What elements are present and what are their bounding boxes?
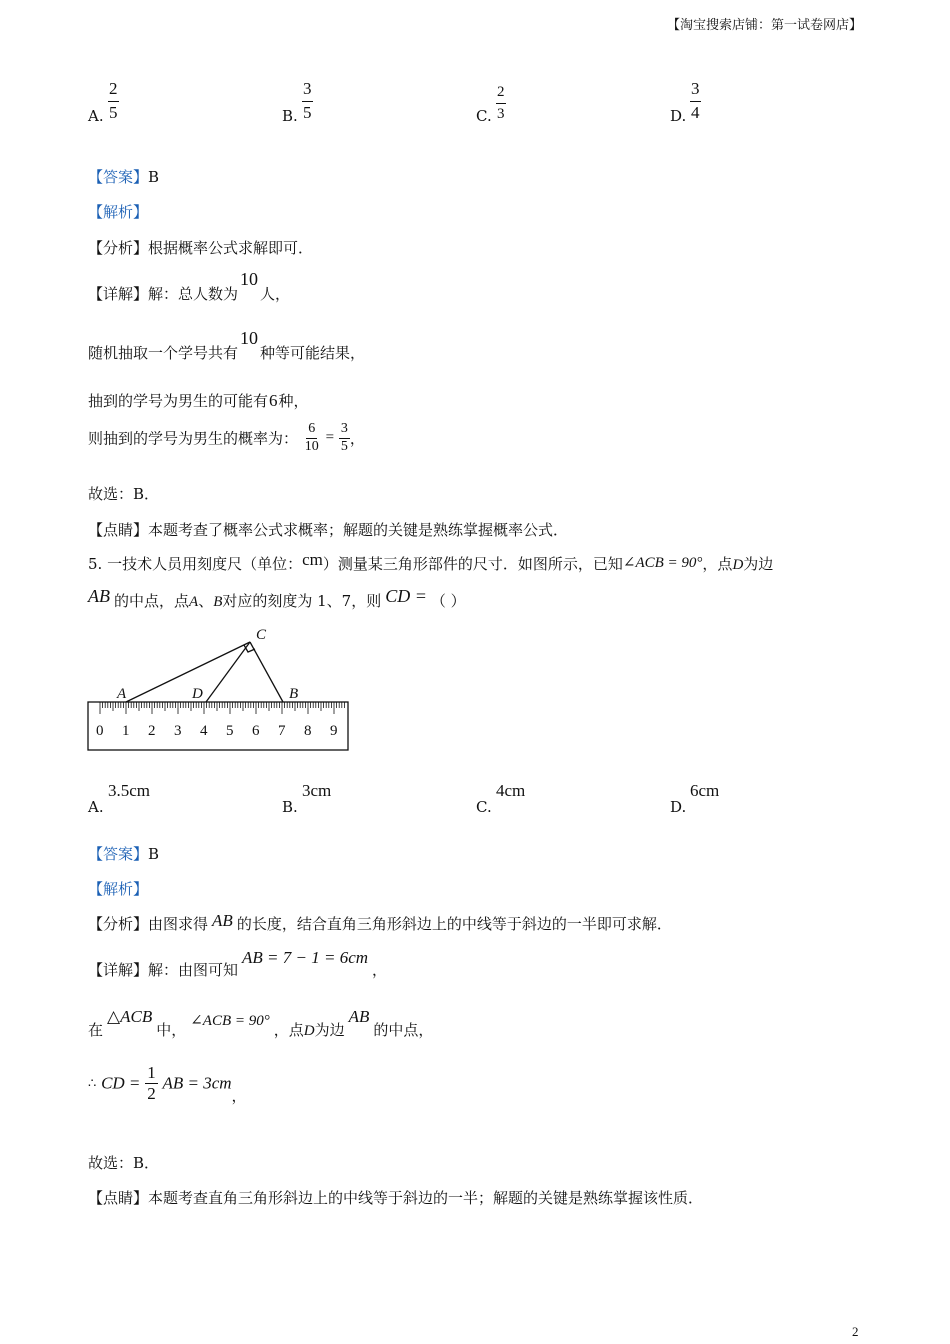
q4-line2: 随机抽取一个学号共有10种等可能结果， bbox=[88, 328, 366, 362]
q5-choose: 故选：B． bbox=[88, 1154, 160, 1172]
label-a: A bbox=[117, 686, 127, 702]
ruler-tick-label: 0 bbox=[96, 723, 104, 739]
ruler-tick-label: 7 bbox=[278, 723, 286, 739]
q5-xiangjie-line3: ∴ CD = $\frac{1}{2}$ AB = 3cm， bbox=[88, 1063, 247, 1106]
option-fraction: $\frac{3}{4}$ bbox=[691, 79, 700, 122]
option-letter: D. bbox=[670, 107, 687, 125]
q4-dianjing: 【点睛】本题考查了概率公式求概率；解题的关键是熟练掌握概率公式． bbox=[88, 521, 569, 539]
option-value: 3.5cm bbox=[108, 781, 151, 800]
option-value: 4cm bbox=[496, 781, 526, 800]
segment-dc bbox=[206, 642, 250, 702]
option-fraction: $\frac{2}{5}$ bbox=[109, 79, 118, 122]
segment-cb bbox=[250, 642, 283, 702]
q4-line3: 抽到的学号为男生的可能有6种， bbox=[88, 391, 309, 410]
option-letter: B. bbox=[282, 798, 298, 816]
q5-analysis-tag: 【解析】 bbox=[88, 880, 149, 898]
option-value: 3cm bbox=[302, 781, 332, 800]
label-d: D bbox=[192, 686, 203, 702]
q5-xiangjie-line1: 【详解】解：由图可知AB = 7 − 1 = 6cm， bbox=[88, 948, 388, 979]
shop-header: 【淘宝搜索店铺：第一试卷网店】 bbox=[666, 18, 862, 33]
q4-answer: 【答案】B bbox=[88, 168, 160, 186]
q5-answer: 【答案】B bbox=[88, 845, 160, 863]
ruler-tick-label: 4 bbox=[200, 723, 208, 739]
q5-stem-line1: 5. 一技术人员用刻度尺（单位：cm）测量某三角形部件的尺寸．如图所示，已知∠ACB = 90°，点D为边 bbox=[88, 550, 774, 573]
ruler-tick-label: 5 bbox=[226, 723, 234, 739]
option-value: 6cm bbox=[690, 781, 720, 800]
ruler-triangle-figure bbox=[84, 622, 354, 754]
q4-line4: 则抽到的学号为男生的概率为： $\frac{6}{10}$ = $\frac{3}{5}$ ， bbox=[88, 421, 365, 454]
option-letter: B. bbox=[282, 107, 298, 125]
q4-fenxi: 【分析】根据概率公式求解即可． bbox=[88, 239, 314, 257]
page-number: 2 bbox=[852, 1324, 859, 1339]
q5-dianjing: 【点睛】本题考查直角三角形斜边上的中线等于斜边的一半；解题的关键是熟练掌握该性质． bbox=[88, 1189, 704, 1207]
option-letter: D. bbox=[670, 798, 687, 816]
label-b: B bbox=[289, 686, 299, 702]
q4-xiangjie-line1: 【详解】解：总人数为10人， bbox=[88, 269, 291, 303]
option-letter: C. bbox=[476, 798, 492, 816]
option-fraction: $\frac{2}{3}$ bbox=[497, 84, 505, 122]
ruler-tick-label: 9 bbox=[330, 723, 338, 739]
q4-choose: 故选：B． bbox=[88, 485, 160, 503]
q4-analysis-tag: 【解析】 bbox=[88, 203, 149, 221]
ruler-tick-label: 1 bbox=[122, 723, 130, 739]
segment-ac bbox=[126, 642, 250, 702]
label-c: C bbox=[256, 627, 267, 643]
q5-fenxi: 【分析】由图求得 AB 的长度，结合直角三角形斜边上的中线等于斜边的一半即可求解． bbox=[88, 911, 672, 933]
q5-xiangjie-line2: 在△ACB中， ∠ACB = 90° ，点D为边AB的中点， bbox=[88, 1007, 434, 1039]
ruler-tick-label: 3 bbox=[174, 723, 182, 739]
ruler-tick-label: 2 bbox=[148, 723, 156, 739]
q5-stem-line2: AB 的中点，点A、B对应的刻度为 1、7，则 CD = （ ） bbox=[88, 586, 466, 610]
ruler-tick-label: 8 bbox=[304, 723, 312, 739]
option-letter: A. bbox=[88, 107, 104, 125]
ruler-tick-label: 6 bbox=[252, 723, 260, 739]
option-fraction: $\frac{3}{5}$ bbox=[303, 79, 312, 122]
option-letter: C. bbox=[476, 107, 492, 125]
option-letter: A. bbox=[88, 798, 104, 816]
